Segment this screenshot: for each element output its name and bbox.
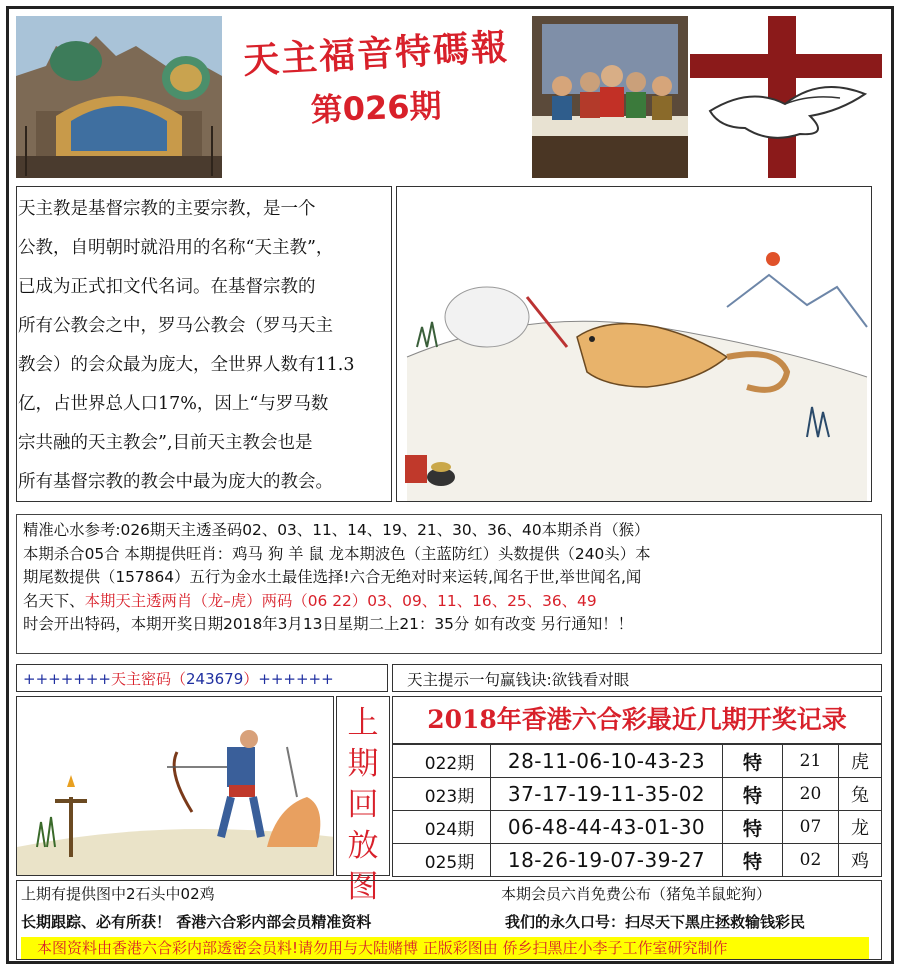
period-cell: 023期 (393, 778, 491, 811)
intro-line: 所有基督宗教的教会中最为庞大的教会。 (18, 472, 333, 492)
intro-line: 已成为正式扣文代名词。在基督宗教的 (18, 277, 316, 297)
special-label-cell: 特 (723, 811, 783, 844)
reference-line-5: 时会开出特码，本期开奖日期2018年3月13日星期二上21：35分 如有改变 另行通知！！ (23, 615, 633, 633)
numbers-cell: 18-26-19-07-39-27 (491, 844, 723, 877)
intro-paragraph (18, 190, 390, 502)
last-issue-replay-label (336, 696, 390, 905)
squirrel-picture-box (396, 186, 872, 502)
last-issue-note: 上期有提供图中2石头中02鸡 (21, 885, 215, 903)
issue-number: 第026期 (310, 86, 443, 130)
last-supper-image (532, 16, 688, 178)
records-title: 2018年香港六合彩最近几期开奖记录 (392, 696, 882, 744)
tracking-slogan: 长期跟踪、必有所获！ 香港六合彩内部会员精准资料 (21, 913, 372, 931)
period-cell: 022期 (393, 745, 491, 778)
zodiac-cell: 兔 (839, 778, 882, 811)
reference-line-4-prefix: 名天下、 (23, 591, 85, 610)
replay-char: 回 (347, 787, 379, 823)
reference-line-1: 精准心水参考:026期天主透圣码02、03、11、14、19、21、30、36、40本期杀肖（猴） (23, 521, 650, 539)
special-number-cell: 20 (783, 778, 839, 811)
numbers-cell: 06-48-44-43-01-30 (491, 811, 723, 844)
archer-illustration (17, 697, 334, 876)
zodiac-cell: 鸡 (839, 844, 882, 877)
intro-line: 教会）的会众最为庞大，全世界人数有11.3 (18, 355, 355, 375)
secret-suffix: ++++++ (258, 670, 334, 688)
newspaper-title-block (226, 26, 526, 129)
table-row (393, 844, 882, 877)
special-label-cell: 特 (723, 844, 783, 877)
secret-close: ） (243, 670, 259, 688)
intro-line: 所有公教会之中，罗马公教会（罗马天主 (18, 316, 333, 336)
replay-char: 图 (347, 869, 379, 905)
numbers-cell: 37-17-19-11-35-02 (491, 778, 723, 811)
page-title: 天主福音特碼報 (242, 27, 511, 82)
numbers-cell: 28-11-06-10-43-23 (491, 745, 723, 778)
replay-char: 放 (347, 828, 379, 864)
member-zodiac-note: 本期会员六肖免费公布（猪兔羊鼠蛇狗） (501, 885, 772, 903)
reference-block (16, 514, 882, 654)
reference-highlight: 本期天主透两肖（龙–虎）两码（06 22）03、09、11、16、25、36、49 (84, 591, 597, 610)
draw-records-table (392, 744, 882, 877)
reference-line-4 (23, 590, 875, 614)
reference-line-3: 期尾数提供（157864）五行为金水土最佳选择!六合无绝对时来运转,闻名于世,举世闻名,闻 (23, 568, 642, 586)
cathedral-image (16, 16, 222, 178)
period-cell: 025期 (393, 844, 491, 877)
reference-line-2: 本期杀合05合 本期提供旺肖：鸡马 狗 羊 鼠 龙本期波色（主蓝防红）头数提供（240头）本 (23, 544, 651, 563)
disclaimer-banner: 本图资料由香港六合彩内部透密会员料!请勿用与大陆赌博 正版彩图由 侨乡扫黑庄小李子工作室研究制作 (21, 937, 869, 959)
intro-line: 宗共融的天主教会”,目前天主教会也是 (18, 433, 313, 453)
secret-code: 243679 (186, 670, 244, 688)
replay-char: 上 (347, 705, 379, 741)
table-row (393, 778, 882, 811)
zodiac-cell: 龙 (839, 811, 882, 844)
table-row (393, 745, 882, 778)
special-label-cell: 特 (723, 745, 783, 778)
special-number-cell: 02 (783, 844, 839, 877)
period-cell: 024期 (393, 811, 491, 844)
archer-picture-box (16, 696, 334, 876)
intro-line: 亿，占世界总人口17%，因上“与罗马数 (18, 394, 329, 414)
replay-char: 期 (347, 746, 379, 782)
zodiac-cell: 虎 (839, 745, 882, 778)
squirrel-illustration (397, 187, 872, 502)
table-row (393, 811, 882, 844)
special-number-cell: 21 (783, 745, 839, 778)
cross-dove-image (690, 16, 882, 178)
intro-line: 天主教是基督宗教的主要宗教，是一个 (18, 199, 316, 219)
secret-prefix: +++++++ (23, 670, 111, 688)
special-label-cell: 特 (723, 778, 783, 811)
tip-bar: 天主提示一句赢钱诀:欲钱看对眼 (392, 664, 882, 692)
special-number-cell: 07 (783, 811, 839, 844)
secret-code-bar (16, 664, 388, 692)
secret-label: 天主密码（ (110, 670, 186, 688)
intro-line: 公教，自明朝时就沿用的名称“天主教”， (18, 238, 334, 258)
footer-box (16, 880, 882, 960)
permanent-slogan: 我们的永久口号：扫尽天下黑庄拯救输钱彩民 (505, 913, 806, 931)
